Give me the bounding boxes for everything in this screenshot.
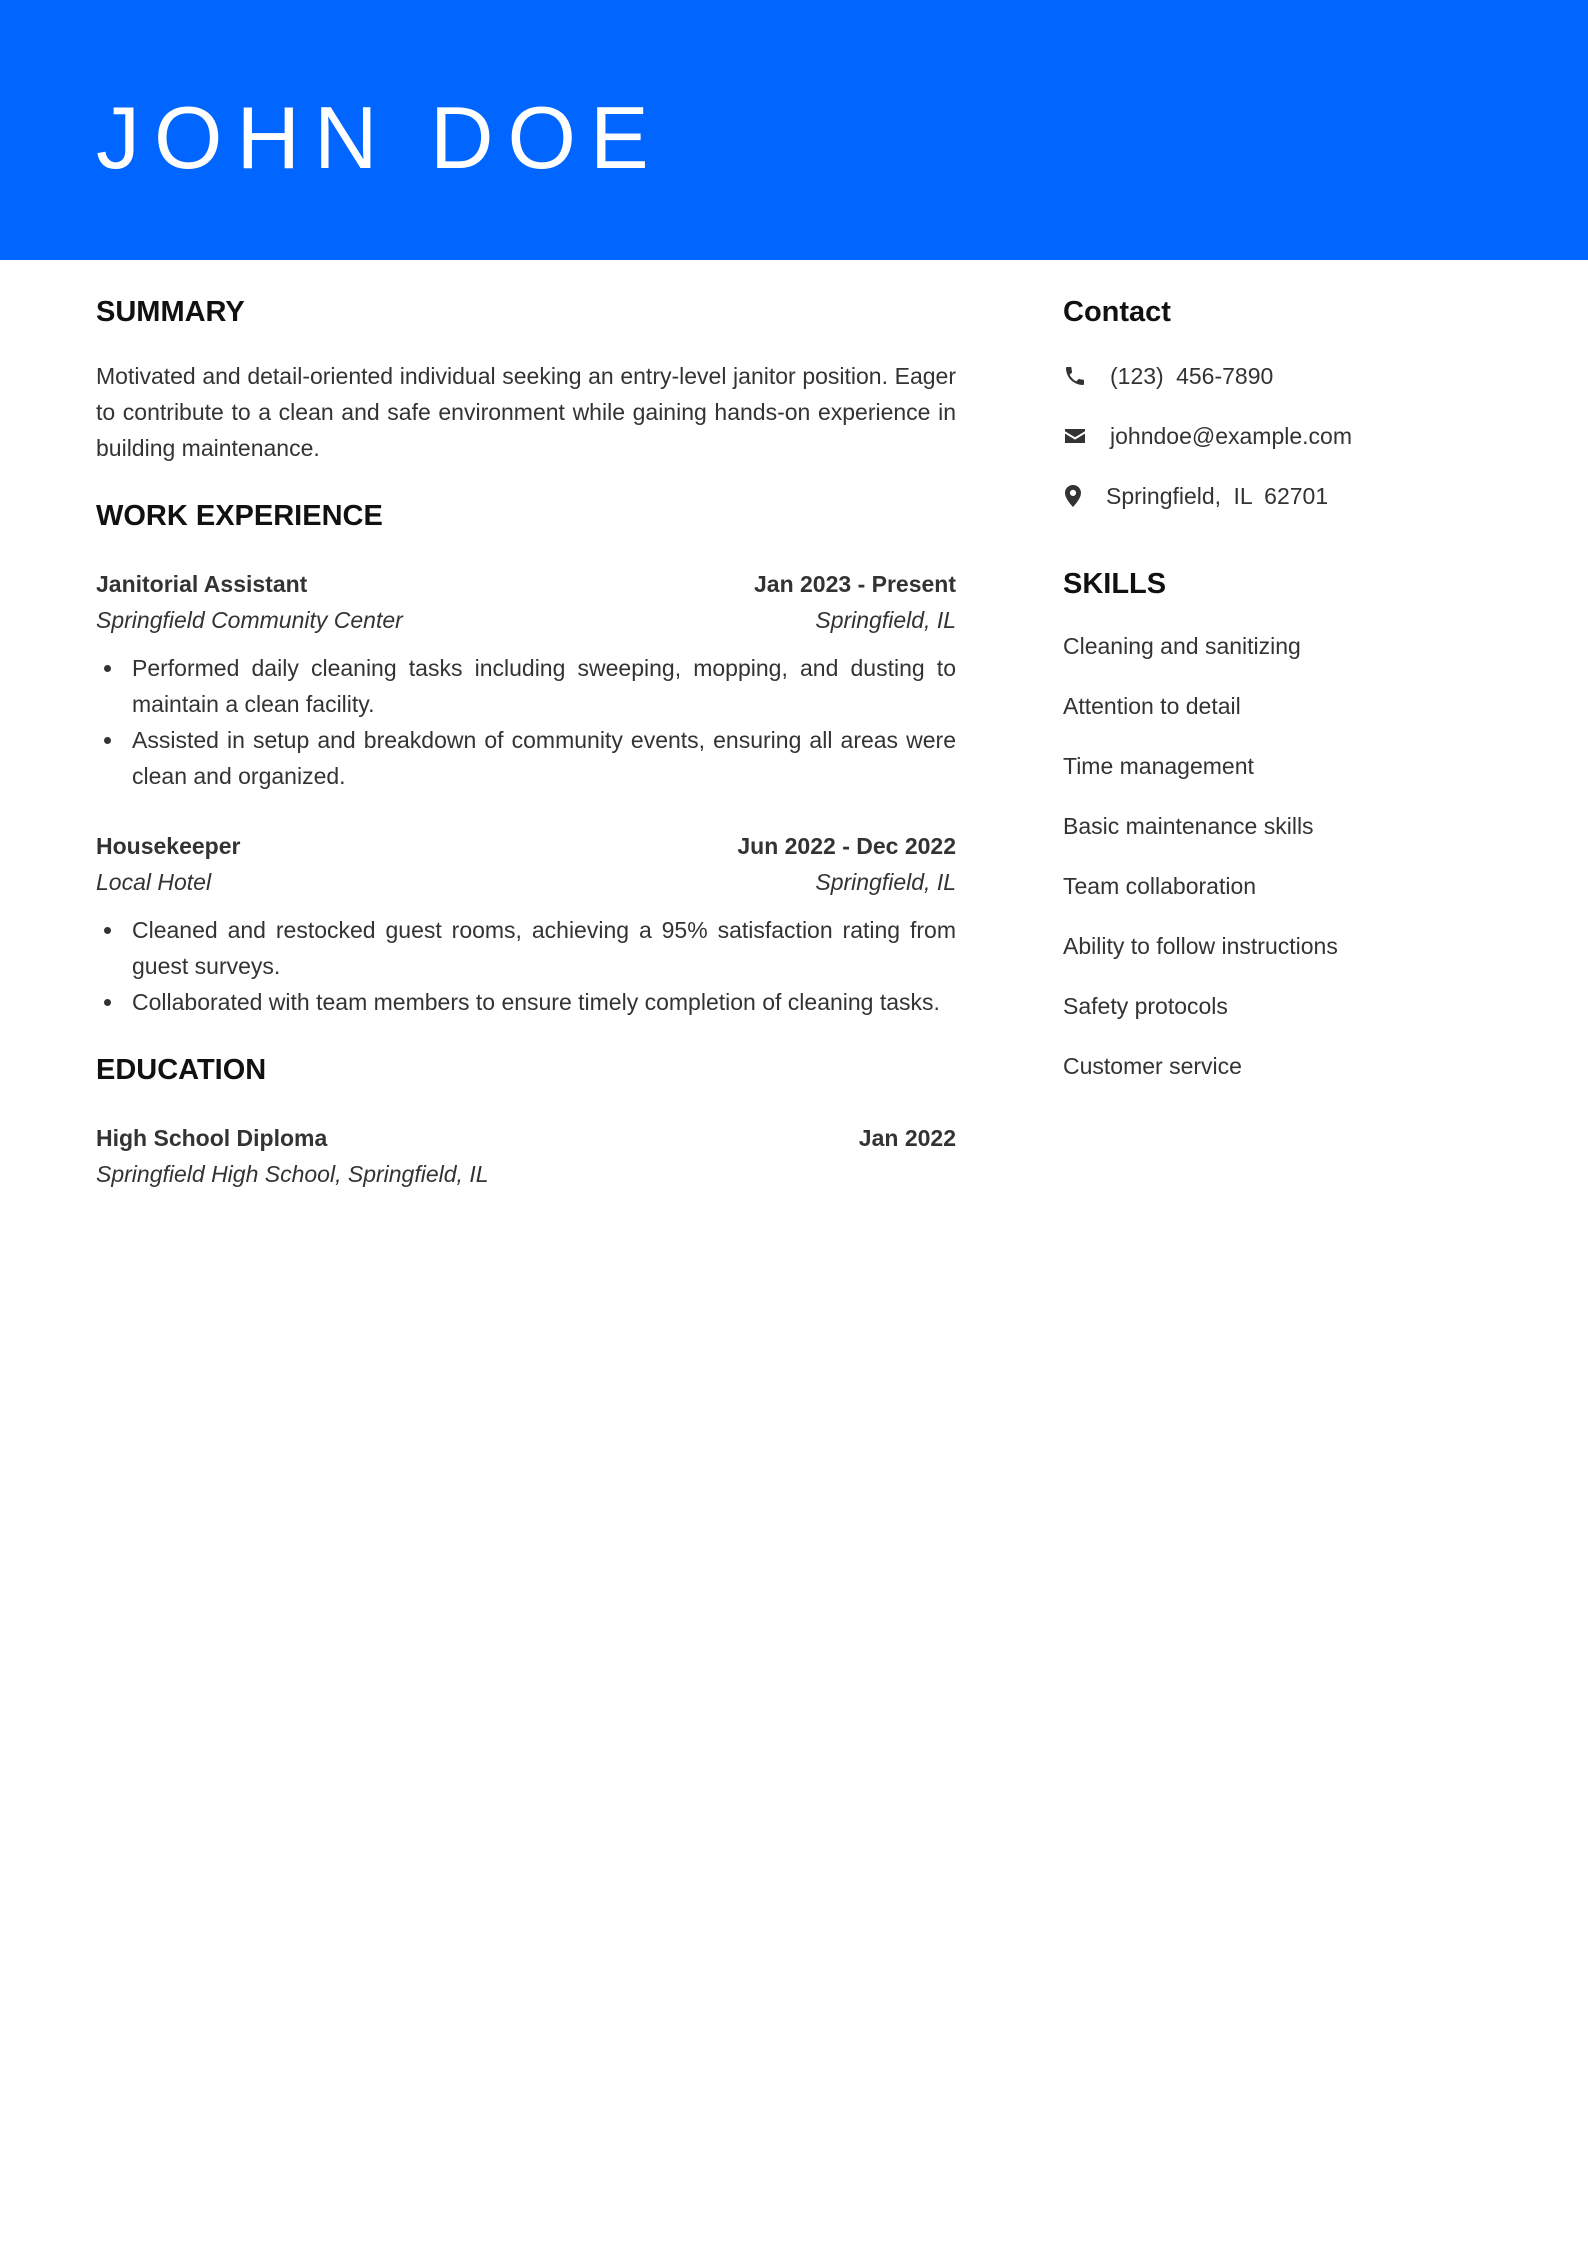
contact-phone-text: (123) 456-7890 bbox=[1110, 362, 1274, 389]
header-banner bbox=[0, 0, 1588, 260]
job-company: Springfield Community Center bbox=[96, 607, 403, 633]
job-dates: Jan 2023 - Present bbox=[753, 571, 956, 597]
map-pin-icon bbox=[1063, 483, 1089, 509]
job-bullet: Performed daily cleaning tasks including sweeping, mopping, and dusting to maintain a clean facility. bbox=[96, 650, 956, 722]
summary-heading: SUMMARY bbox=[96, 296, 245, 328]
phone-icon bbox=[1063, 363, 1089, 389]
contact-email-text: johndoe@example.com bbox=[1110, 422, 1352, 449]
skill-item: Safety protocols bbox=[1063, 993, 1228, 1019]
contact-list bbox=[1063, 358, 1493, 514]
job-bullets bbox=[96, 912, 956, 1020]
skill-item: Basic maintenance skills bbox=[1063, 813, 1314, 839]
job-bullets bbox=[96, 650, 956, 794]
education-date: Jan 2022 bbox=[858, 1125, 956, 1151]
work-experience-heading: WORK EXPERIENCE bbox=[96, 500, 383, 532]
skill-item: Attention to detail bbox=[1063, 693, 1241, 719]
education-degree: High School Diploma bbox=[96, 1125, 328, 1151]
education-heading: EDUCATION bbox=[96, 1054, 267, 1086]
main-column bbox=[96, 294, 956, 1192]
job-bullet: Cleaned and restocked guest rooms, achieving a 95% satisfaction rating from guest surveys. bbox=[96, 912, 956, 984]
job-bullet: Collaborated with team members to ensure timely completion of cleaning tasks. bbox=[96, 984, 956, 1020]
job-role: Housekeeper bbox=[96, 833, 241, 859]
job-entry bbox=[96, 566, 956, 794]
education-entry bbox=[96, 1120, 956, 1192]
summary-text: Motivated and detail-oriented individual seeking an entry-level janitor position. Eager to contribute to a clean and safe environment while gaining hands-on experience in building maintenance. bbox=[96, 363, 956, 461]
contact-address bbox=[1063, 478, 1493, 514]
skills-heading: SKILLS bbox=[1063, 568, 1167, 600]
skill-item: Customer service bbox=[1063, 1053, 1242, 1079]
skill-item: Ability to follow instructions bbox=[1063, 933, 1338, 959]
skill-item: Time management bbox=[1063, 753, 1254, 779]
skills-list bbox=[1063, 628, 1493, 1084]
job-company: Local Hotel bbox=[96, 869, 212, 895]
job-dates: Jun 2022 - Dec 2022 bbox=[737, 833, 956, 859]
envelope-icon bbox=[1063, 423, 1089, 449]
job-entry bbox=[96, 828, 956, 1020]
contact-heading: Contact bbox=[1063, 296, 1171, 328]
job-role: Janitorial Assistant bbox=[96, 571, 308, 597]
job-bullet: Assisted in setup and breakdown of community events, ensuring all areas were clean and organized. bbox=[96, 722, 956, 794]
sidebar-column bbox=[1063, 294, 1493, 1108]
contact-email bbox=[1063, 418, 1493, 454]
contact-address-text: Springfield, IL 62701 bbox=[1106, 482, 1329, 509]
job-location: Springfield, IL bbox=[815, 607, 956, 633]
job-location: Springfield, IL bbox=[815, 869, 956, 895]
candidate-name: JOHN DOE bbox=[96, 88, 663, 187]
skill-item: Cleaning and sanitizing bbox=[1063, 633, 1301, 659]
skill-item: Team collaboration bbox=[1063, 873, 1257, 899]
contact-phone bbox=[1063, 358, 1493, 394]
education-school: Springfield High School, Springfield, IL bbox=[96, 1161, 489, 1187]
